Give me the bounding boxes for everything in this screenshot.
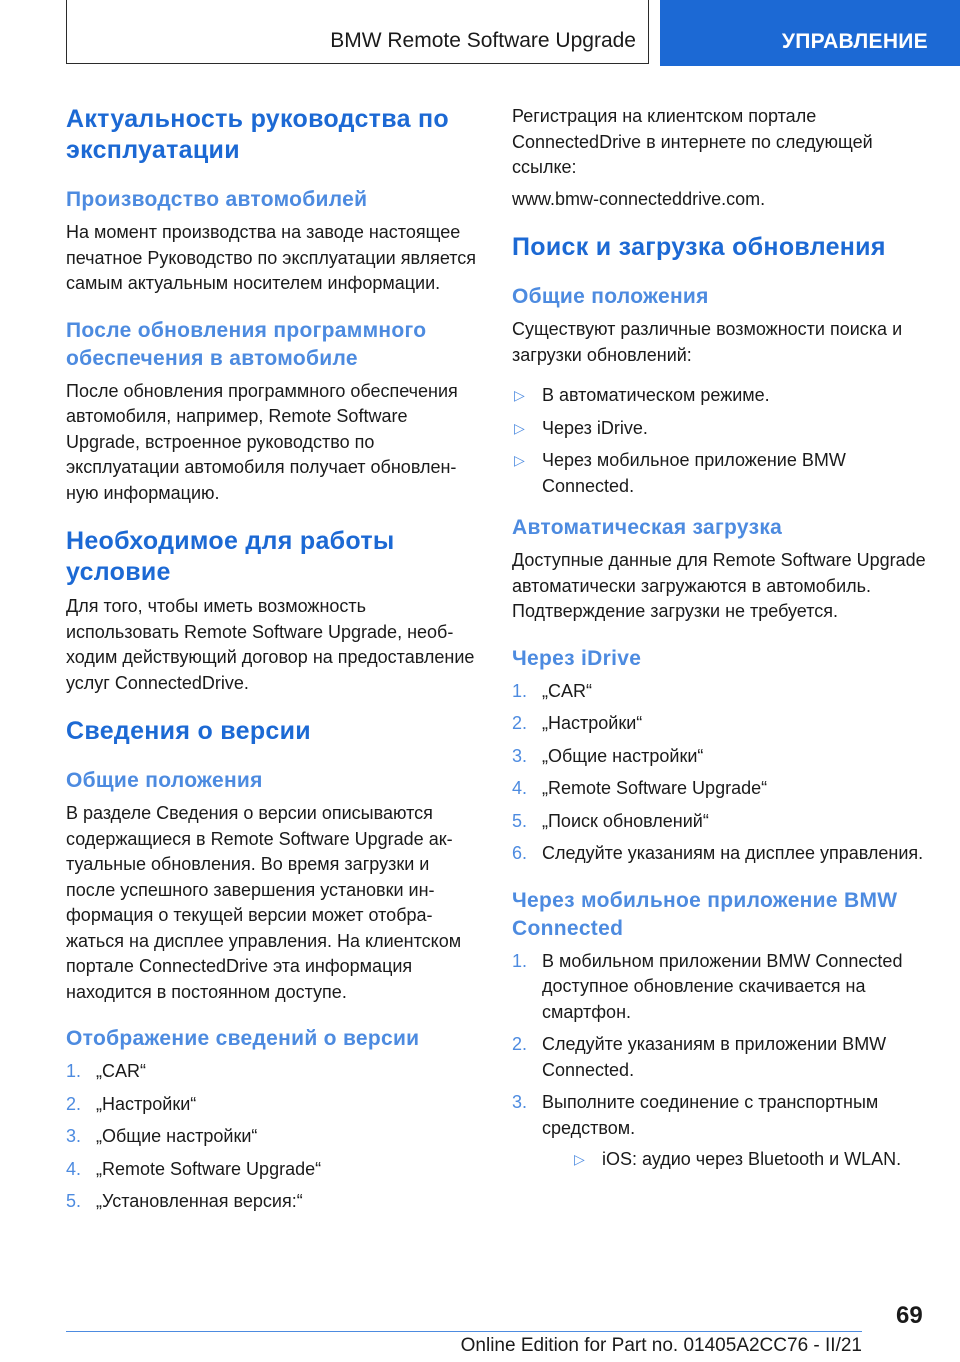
header-title-box: [66, 0, 649, 64]
list-item: [512, 711, 926, 737]
step-number: 3.: [512, 1092, 528, 1112]
step-text: „Настройки“: [542, 713, 643, 733]
list-item: [512, 776, 926, 802]
step-text: „Общие настройки“: [96, 1126, 258, 1146]
step-number: 1.: [512, 680, 528, 701]
step-text: „CAR“: [96, 1061, 146, 1081]
list-item: [66, 1189, 480, 1215]
step-text: Следуйте указаниям на дисплее управления.: [542, 843, 924, 863]
heading-version-info: Сведения о версии: [66, 717, 311, 745]
step-text: В мобильном приложении BMW Connected доступное обновление скачивается на смартфон.: [542, 950, 903, 1022]
idrive-steps: [512, 679, 926, 867]
heading-general-right: Общие положения: [512, 285, 709, 308]
paragraph-registration: Регистрация на клиентском портале ConnectedDrive в интернете по следующей ссылке:: [512, 106, 873, 177]
list-item: [572, 1147, 926, 1173]
list-item: [512, 841, 926, 867]
step-text: „Настройки“: [96, 1093, 197, 1114]
triangle-bullet-icon: ▷: [514, 387, 525, 403]
list-item: [512, 383, 926, 409]
display-version-steps: [66, 1059, 480, 1215]
heading-after-update: После обновления программного обеспечения в автомобиле: [66, 318, 427, 370]
heading-actuality: Актуальность руководства по эксплуатации: [66, 105, 449, 164]
heading-auto-download: Автоматическая загрузка: [512, 516, 783, 539]
step-number: 1.: [66, 1061, 82, 1081]
list-item: [66, 1059, 480, 1085]
heading-general-left: Общие положения: [66, 769, 263, 792]
mobile-app-steps: [512, 949, 926, 1173]
left-column: [66, 104, 480, 1222]
update-options-list: [512, 383, 926, 499]
triangle-bullet-icon: ▷: [514, 452, 525, 468]
substep-text: iOS: аудио через Bluetooth и WLAN.: [602, 1149, 902, 1169]
list-item: [66, 1092, 480, 1118]
step-number: 2.: [66, 1093, 82, 1114]
step-text: „CAR“: [542, 680, 592, 701]
step-number: 5.: [66, 1191, 82, 1211]
triangle-bullet-icon: ▷: [514, 419, 525, 436]
heading-production: Производство автомобилей: [66, 188, 368, 211]
step-text: „Установленная версия:“: [96, 1191, 303, 1211]
list-item: [512, 809, 926, 835]
paragraph-url: www.bmw-connecteddrive.com.: [512, 188, 766, 209]
option-text: Через мобильное приложение BMW Connected.: [542, 450, 846, 496]
paragraph-general-right: Существуют различные возможности поиска и загрузки обновлений:: [512, 319, 903, 365]
step-text: „Remote Software Upgrade“: [96, 1158, 322, 1179]
heading-search: Поиск и загрузка обновления: [512, 233, 886, 261]
list-item: [512, 1032, 926, 1083]
list-item: [512, 744, 926, 770]
list-item: [66, 1157, 480, 1183]
step-number: 4.: [512, 778, 528, 798]
right-column: [512, 104, 926, 1180]
header-section-label: УПРАВЛЕНИЕ: [781, 30, 928, 53]
option-text: Через iDrive.: [542, 417, 648, 438]
heading-display-version: Отображение сведений о версии: [66, 1027, 420, 1050]
step-number: 2.: [512, 713, 528, 733]
step-text: Следуйте указаниям в приложении BMW Connected.: [542, 1034, 887, 1080]
step-number: 6.: [512, 843, 528, 863]
heading-mobile-app: Через мобильное приложение BMW Connected: [512, 888, 898, 940]
list-item: [512, 1090, 926, 1173]
step-number: 3.: [512, 745, 528, 766]
step-text: „Поиск обновлений“: [542, 810, 709, 831]
heading-idrive: Через iDrive: [512, 646, 642, 670]
header-title: BMW Remote Software Upgrade: [330, 29, 636, 52]
step-text: „Remote Software Upgrade“: [542, 778, 768, 798]
page-number: 69: [896, 1302, 923, 1329]
list-item: [512, 416, 926, 442]
step-text: Выполните соединение с транспортным средством.: [542, 1092, 879, 1138]
list-item: [512, 448, 926, 499]
step-number: 2.: [512, 1034, 528, 1054]
paragraph-after-update: После обновления программного обеспечения автомобиля, например, Remote Software Upgrade, встроенное руководство по эксплуатации автомобиля получает обновленную информацию.: [66, 380, 458, 503]
step-number: 1.: [512, 950, 528, 971]
paragraph-production: На момент производства на заводе настоящее печатное Руководство по эксплуатации является самым актуальным носителем информации.: [66, 222, 477, 293]
paragraph-requirements: Для того, чтобы иметь возможность использовать Remote Software Upgrade, необходим действующий договор на предоставление услуг ConnectedDrive.: [66, 596, 475, 693]
triangle-bullet-icon: ▷: [574, 1151, 585, 1167]
paragraph-auto-download: Доступные данные для Remote Software Upgrade автоматически загружаются в автомобиль. Подтверждение загрузки не требуется.: [512, 550, 926, 621]
step-number: 4.: [66, 1158, 82, 1179]
page-header: [0, 0, 960, 66]
heading-requirements: Необходимое для работы условие: [66, 527, 395, 586]
step-number: 3.: [66, 1126, 82, 1146]
mobile-app-substeps: [572, 1147, 926, 1173]
step-number: 5.: [512, 810, 528, 831]
footer-divider: [66, 1331, 862, 1332]
list-item: [512, 679, 926, 705]
list-item: [512, 949, 926, 1026]
paragraph-general-left: В разделе Сведения о версии описываются содержащиеся в Remote Software Upgrade актуальные обновления. Во время загрузки и после успешного завершения установки информация о текущей версии может отображаться на дисплее управления. На клиентском портале ConnectedDrive эта информация находится в постоянном доступе.: [66, 803, 462, 1002]
list-item: [66, 1124, 480, 1150]
footer-edition: Online Edition for Part no. 01405A2CC76 - II/21: [460, 1335, 862, 1356]
step-text: „Общие настройки“: [542, 745, 704, 766]
option-text: В автоматическом режиме.: [542, 385, 770, 405]
header-section-tab: [660, 0, 960, 66]
